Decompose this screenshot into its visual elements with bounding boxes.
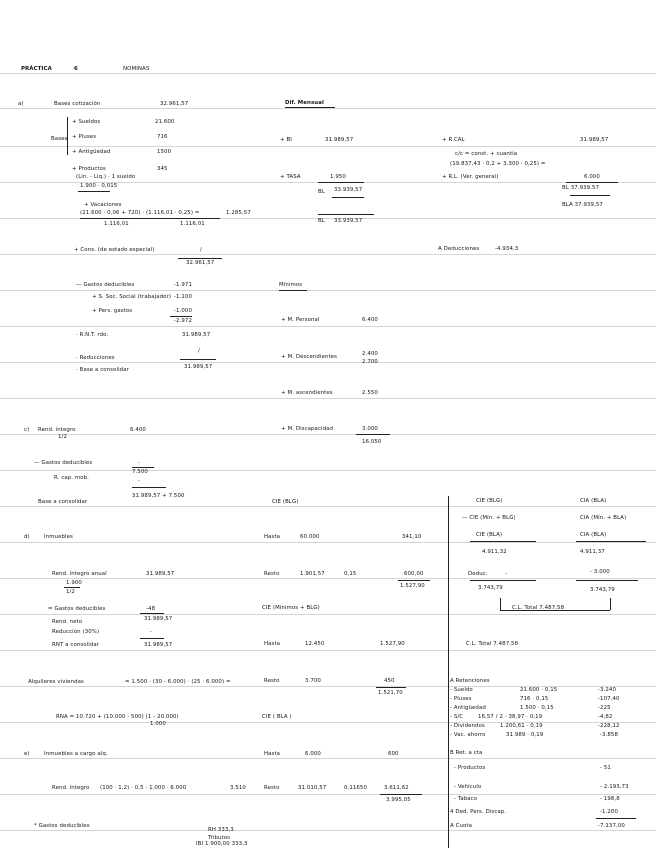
section-d-gastos-line — [140, 613, 164, 614]
min-ascendientes: + M. ascendientes — [281, 390, 333, 396]
section-d-rna2: RNA = 10.720 + (10.000 - 500) (1 - 20.000) — [56, 714, 179, 720]
bi-label: + BI — [280, 137, 292, 143]
item-productos: + Productos — [72, 166, 106, 172]
bl-top: BL 37.939,57 — [562, 185, 600, 191]
cie-bla-row1-c: 600 — [388, 751, 399, 757]
reten-item-2-text: Pluses — [453, 696, 472, 702]
grid-cl-total2: C.L. Total 7.487,58 — [466, 641, 519, 647]
reten-item-5: - Dividendos — [450, 723, 485, 729]
grid-bracket-right — [610, 598, 611, 610]
section-e-small1: RH 333,3 — [208, 827, 234, 833]
grid-deduc-label: Deduc. — [468, 571, 488, 577]
grid-v2-right: 3.743,79 — [590, 587, 615, 593]
section-c-base: Base a consolidar — [38, 499, 88, 505]
deducciones-amount: -4.934,3 — [495, 246, 519, 252]
min-total-line — [356, 434, 390, 435]
vacaciones-result: 1.285,57 — [226, 210, 251, 216]
reten-item-1-amt: -3.240 — [598, 687, 616, 693]
ded-item-2: + Pers. gastos — [92, 308, 133, 314]
cie-header: CIE (BLG) — [272, 499, 299, 505]
min-personal-amt: 6.400 — [362, 317, 378, 323]
extra-4-text: Ded. Pers. Discap. — [455, 809, 507, 815]
cons-check: / — [200, 247, 202, 253]
cie-row2-sum: 1.527,90 — [400, 583, 425, 589]
section-c-line — [132, 467, 154, 468]
tasa-line — [318, 182, 364, 183]
brace-label: Bases — [51, 136, 68, 142]
extra-1-amt: - 51 — [600, 765, 611, 771]
ded-subtotal: -2.972 — [174, 318, 192, 324]
grid-v1-left: 4.911,32 — [482, 549, 507, 555]
extra-5: A Cuota — [450, 823, 473, 829]
cons-amount: 32.961,57 — [186, 260, 215, 266]
reten-item-1-text: Sueldo — [453, 687, 473, 693]
bl2-label: BL — [318, 218, 325, 224]
section-e-rend: Rend. íntegro — [52, 785, 90, 791]
rnt-amount: 31.989,57 — [182, 332, 211, 338]
section-d-frac-bot: 1/2 — [66, 589, 75, 595]
bi-amount: 31.989,57 — [325, 137, 354, 143]
grid-deduc-left: - — [505, 571, 508, 577]
ded-item-1-text: S. Soc. Social (trabajador) — [98, 294, 172, 300]
section-e-title: Inmuebles a cargo alq. — [44, 751, 108, 757]
section-d-rend: Rend. íntegro anual — [52, 571, 107, 577]
cie-row1-label: Hasta — [264, 534, 281, 540]
item-antiguedad-amt: 1500 — [157, 149, 172, 155]
section-c-frac: 1/2 — [58, 434, 67, 440]
section-c-base-amt: 31.989,57 + 7.500 — [132, 493, 185, 499]
extra-5-text: Cuota — [455, 823, 473, 829]
grid-deduc-right: - 3.000 — [590, 569, 610, 575]
cons-underline — [178, 258, 222, 259]
gastos-total: -1.971 — [174, 282, 192, 288]
cie-min-row2-a: 3.700 — [305, 678, 321, 684]
vacaciones-den2: 1.116,01 — [180, 221, 205, 227]
reten-item-1-formula: 21.600 · 0,15 — [520, 687, 558, 693]
reten-item-6-formula: 31.989 · 0,19 — [506, 732, 544, 738]
ded-item-1: + S. Soc. Social (trabajador) — [92, 294, 172, 300]
min-discapacidad-text: M. Discapacidad — [287, 426, 334, 432]
grid-cl-total: C.L. Total 7.487,58 — [512, 605, 565, 611]
section-d-reduc-line — [140, 638, 164, 639]
cie-bla-row1-label: Hasta — [264, 751, 281, 757]
section-d-gastos-amt: -48 — [146, 606, 156, 612]
section-c-gastos: — Gastos deducibles — [34, 460, 93, 466]
min-discapacidad-amt: 3.000 — [362, 426, 378, 432]
acal-sub2: (19.837,43 · 0,2 + 3.300 · 0,25) = — [450, 161, 546, 167]
min-descendientes: + M. Descendientes — [281, 354, 337, 360]
section-c-gastos-amt: - — [138, 460, 141, 466]
min-descendientes-amt2: 2.700 — [362, 359, 378, 365]
rnt-label-text: R.N.T. rdo. — [79, 332, 109, 338]
section-d-frac-line — [64, 587, 80, 588]
cie-min-header: CIE (Mínimos + BLG) — [262, 605, 320, 611]
productos-fraction-line — [78, 191, 110, 192]
reten-item-3-formula: 1.500 · 0,15 — [520, 705, 554, 711]
section-d-rnt: Rend. neto — [52, 619, 83, 625]
deducciones-label: A Deducciones — [438, 246, 480, 252]
section-c-line2 — [132, 487, 166, 488]
reten-second-text: Ret. a cta — [455, 750, 483, 756]
practica-number: 6 — [74, 66, 78, 72]
minimos-underline — [279, 290, 307, 291]
grid-h3-left: CIE (BLA) — [476, 532, 503, 538]
cie-bla-row2-b: 0,11650 — [344, 785, 367, 791]
reducciones-amount: / — [198, 348, 200, 354]
section-e-label: e) — [24, 751, 30, 757]
reten-item-4-text: S/C — [453, 714, 464, 720]
section-c-val: 6.400 — [130, 427, 146, 433]
section-e-gastos: * Gastos deducibles — [34, 823, 90, 829]
cie-row2-a: 1.901,57 — [300, 571, 325, 577]
productos-detail: (Lin. - Liq.) · 1 sueldo — [76, 174, 136, 180]
section-d-gastos-sub: 31.989,57 — [144, 616, 173, 622]
base-label: · Base a consolidar — [76, 367, 129, 373]
min-descendientes-amt: 2.400 — [362, 351, 378, 357]
rl-line — [566, 182, 618, 183]
bl-top-underline — [570, 195, 610, 196]
min-ascendientes-text: M. ascendientes — [287, 390, 333, 396]
section-d-alq-formula: = 1.500 · (30 - 6.000) · (25 · 6.000) = — [125, 679, 231, 685]
grid-h3-right: CIA (BLA) — [580, 532, 607, 538]
productos-sub: 1.900 · 0,015 — [80, 183, 118, 189]
cie-row1-c: 341,10 — [402, 534, 422, 540]
reten-title-text: Retenciones — [455, 678, 490, 684]
ded-item-1-amt: -1.100 — [174, 294, 192, 300]
bl-underline — [332, 197, 364, 198]
gastos-title-text: Gastos deducibles — [83, 282, 135, 288]
cie-min-row1-c: 1.527,90 — [380, 641, 405, 647]
extra-3-amt: - 198,8 — [600, 796, 620, 802]
section-e-gastos-text: Gastos deducibles — [38, 823, 90, 829]
base-label-text: Base a consolidar — [79, 367, 129, 373]
reducciones-label: · Reducciones — [76, 355, 115, 361]
bl-label: BL — [318, 189, 325, 195]
item-pluses: + Pluses — [72, 134, 97, 140]
cie-bla-sum-line — [380, 794, 422, 795]
grid-h2-left: — CIE (Mín. + BLG) — [462, 515, 516, 521]
ded-line — [170, 316, 192, 317]
vacaciones-formula: (21.600 · 0,06 + 720) · (1.116,01 · 0,25) = — [80, 210, 200, 216]
section-c-label: c) — [24, 427, 30, 433]
section-d-rna-amt: 31.989,57 — [144, 642, 173, 648]
cie-bla-row2-label: Resto — [264, 785, 280, 791]
cie-min-sum-line — [376, 687, 406, 688]
min-discapacidad: + M. Discapacidad — [281, 426, 334, 432]
reten-item-6-text: Vac. ahorro — [453, 732, 486, 738]
cie-min-row1-label: Hasta — [264, 641, 281, 647]
grid-v2-left: 3.743,79 — [478, 585, 503, 591]
bl2-amount: 33.939,57 — [334, 218, 363, 224]
extra-1: - Productos — [454, 765, 486, 771]
min-personal-text: M. Personal — [287, 317, 320, 323]
item-sueldos-amt: 21.600 — [155, 119, 175, 125]
section-c-rcm-amt: 7.500 — [132, 469, 148, 475]
section-d-frac-top: 1.900 — [66, 580, 82, 586]
grid-divider — [448, 496, 449, 848]
practica-label: PRÁCTICA — [21, 66, 52, 72]
reten-item-6-amt: -3.858 — [600, 732, 618, 738]
mid-title: Dif. Mensual — [285, 100, 324, 106]
cie-row2-b: 0,15 — [344, 571, 357, 577]
deducciones-label-text: Deducciones — [443, 246, 480, 252]
extra-1-text: Productos — [457, 765, 486, 771]
rnt-label: · R.N.T. rdo. — [76, 332, 109, 338]
cie-bla-sum: 3.995,05 — [386, 797, 411, 803]
item-sueldos-text: Sueldos — [78, 119, 101, 125]
reten-item-4-amt: -4,82 — [598, 714, 613, 720]
item-antiguedad: + Antigüedad — [72, 149, 111, 155]
min-descendientes-text: M. Descendientes — [287, 354, 337, 360]
grid-h1-right: CIA (BLA) — [580, 498, 607, 504]
reten-item-2-amt: -107,40 — [598, 696, 620, 702]
grid-line2-right — [576, 580, 638, 581]
grid-line1-right — [576, 541, 646, 542]
acal-label-text: R.CAL — [448, 137, 465, 143]
section-d-rna: RNT a consolidar — [52, 642, 100, 648]
rl-label: + R.L. (Ver. general) — [442, 174, 499, 180]
cie-bla-row2-a: 31.010,57 — [298, 785, 327, 791]
section-e-small2: Tributos — [208, 835, 231, 841]
item-productos-text: Productos — [78, 166, 106, 172]
vacaciones-fraction-line — [80, 218, 220, 219]
reten-item-3: - Antigüedad — [450, 705, 486, 711]
reten-item-4-formula: 16,57 / 2 · 38,97 · 0,19 — [478, 714, 543, 720]
section-d-reduc: Reducción (30%) — [52, 629, 100, 635]
cie-row1-a: 60.000 — [300, 534, 320, 540]
section-d-label: d) — [24, 534, 30, 540]
section-a-title: Bases cotización — [54, 101, 101, 107]
bi-label-text: BI — [286, 137, 292, 143]
extra-5-amt: -7.137,00 — [598, 823, 625, 829]
grid-bracket-left — [500, 598, 501, 610]
reten-title: A Retenciones — [450, 678, 490, 684]
section-e-rend-amt: 3.510 — [230, 785, 246, 791]
cie-row2-label: Resto — [264, 571, 280, 577]
section-c-rcm2: - — [138, 478, 141, 484]
reten-item-6: - Vac. ahorro — [450, 732, 486, 738]
extra-4: 4 Ded. Pers. Discap. — [450, 809, 507, 815]
ded-item-2-amt: -1.000 — [174, 308, 192, 314]
minimos-title: Mínimos — [279, 282, 303, 288]
tasa-label: + TASA — [280, 174, 301, 180]
item-productos-amt: 345 — [157, 166, 168, 172]
rl-amount: 6.000 — [584, 174, 600, 180]
item-antiguedad-text: Antigüedad — [78, 149, 111, 155]
extra-2-amt: - 2.193,73 — [600, 784, 629, 790]
section-d-reduc-amt: - — [150, 629, 153, 635]
reten-item-5-text: Dividendos — [453, 723, 485, 729]
cie-min-row2-label: Resto — [264, 678, 280, 684]
vacaciones-label: + Vacaciones — [84, 202, 122, 208]
bla-label: BLA 37.939,57 — [562, 202, 603, 208]
acal-sub1: c/c = const. + cuantía — [455, 151, 518, 157]
brace-line — [67, 117, 68, 155]
extra-2-text: Vehículo — [457, 784, 482, 790]
reducciones-line — [180, 359, 216, 360]
section-c-rcm: R. cap. mob. — [54, 475, 89, 481]
min-total: 16.050 — [362, 439, 382, 445]
reten-item-5-amt: -228,12 — [598, 723, 620, 729]
tasa-amount: 1.950 — [330, 174, 346, 180]
section-e-small3: IBI 1.900,00 333,3 — [196, 841, 248, 847]
cie-bla-header: CIE ( BLA ) — [262, 714, 292, 720]
cie-row2-c: 600,00 — [404, 571, 424, 577]
section-d-rna2-frac: 1.000 — [150, 721, 166, 727]
cie-min-row1-a: 12.450 — [305, 641, 325, 647]
reten-item-3-text: Antigüedad — [453, 705, 486, 711]
practica-topic: NOMINAS — [123, 66, 150, 72]
grid-h2-left-text: CIE (Mín. + BLG) — [469, 515, 516, 521]
section-d-alq: Alquileres viviendas — [28, 679, 84, 685]
item-sueldos: + Sueldos — [72, 119, 101, 125]
cie-sum-line — [398, 580, 430, 581]
vacaciones-den: 1.116,01 — [104, 221, 129, 227]
rl-label-text: R.L. (Ver. general) — [448, 174, 499, 180]
min-personal: + M. Personal — [281, 317, 320, 323]
item-pluses-text: Pluses — [78, 134, 97, 140]
section-e-rend-formula: (100 · 1,2) · 0,5 · 1.000 · 6.000 — [100, 785, 187, 791]
reten-second: B Ret. a cta — [450, 750, 483, 756]
base-amount: 31.989,57 — [184, 364, 213, 370]
cie-min-row2-c: 450 — [384, 678, 395, 684]
reten-item-3-amt: -225 — [598, 705, 611, 711]
cons-line: + Cons. (de estado especial) — [74, 247, 155, 253]
cie-min-sum: 1.521,70 — [378, 690, 403, 696]
reten-item-4: - S/C — [450, 714, 464, 720]
gastos-title: — Gastos deducibles — [76, 282, 135, 288]
section-d-gastos-text: Gastos deducibles — [54, 606, 106, 612]
tasa-label-text: TASA — [286, 174, 301, 180]
reducciones-label-text: Reducciones — [79, 355, 115, 361]
min-ascendientes-amt: 2.550 — [362, 390, 378, 396]
section-d-title: Inmuebles — [44, 534, 73, 540]
extra-line — [596, 818, 636, 819]
reten-item-1: - Sueldo — [450, 687, 473, 693]
grid-h1-left: CIE (BLG) — [476, 498, 503, 504]
extra-2: - Vehículo — [454, 784, 482, 790]
extra-3: - Tabaco — [454, 796, 478, 802]
bl2-overline — [318, 214, 374, 215]
ded-item-2-text: Pers. gastos — [98, 308, 133, 314]
section-d-gastos: = Gastos deducibles — [48, 606, 106, 612]
grid-v1-right: 4.911,37 — [580, 549, 605, 555]
vacaciones-label-text: Vacaciones — [90, 202, 122, 208]
grid-line1-left — [470, 541, 536, 542]
section-a-label: a) — [18, 101, 24, 107]
section-a-total: 32.961,57 — [160, 101, 189, 107]
item-pluses-amt: 716 — [157, 134, 168, 140]
section-c-gastos-text: Gastos deducibles — [41, 460, 93, 466]
reten-item-5-formula: 1.200,61 · 0,19 — [500, 723, 543, 729]
cie-bla-row2-c: 3.611,62 — [384, 785, 409, 791]
section-c-title: Rend. íntegro — [38, 427, 76, 433]
cie-bla-row1-a: 6.000 — [305, 751, 321, 757]
reten-item-2-formula: 716 · 0,15 — [520, 696, 549, 702]
reten-item-2: - Pluses — [450, 696, 472, 702]
mid-title-underline — [285, 107, 335, 108]
acal-amount: 31.989,57 — [580, 137, 609, 143]
grid-h2-right: CIA (Mín. + BLA) — [580, 515, 627, 521]
extra-3-text: Tabaco — [457, 796, 478, 802]
acal-label: + R.CAL — [442, 137, 465, 143]
section-d-rend-amt: 31.989,57 — [146, 571, 175, 577]
bl-amount: 33.939,57 — [334, 187, 363, 193]
extra-4-amt: -1.200 — [600, 809, 618, 815]
grid-line2-left — [470, 580, 536, 581]
